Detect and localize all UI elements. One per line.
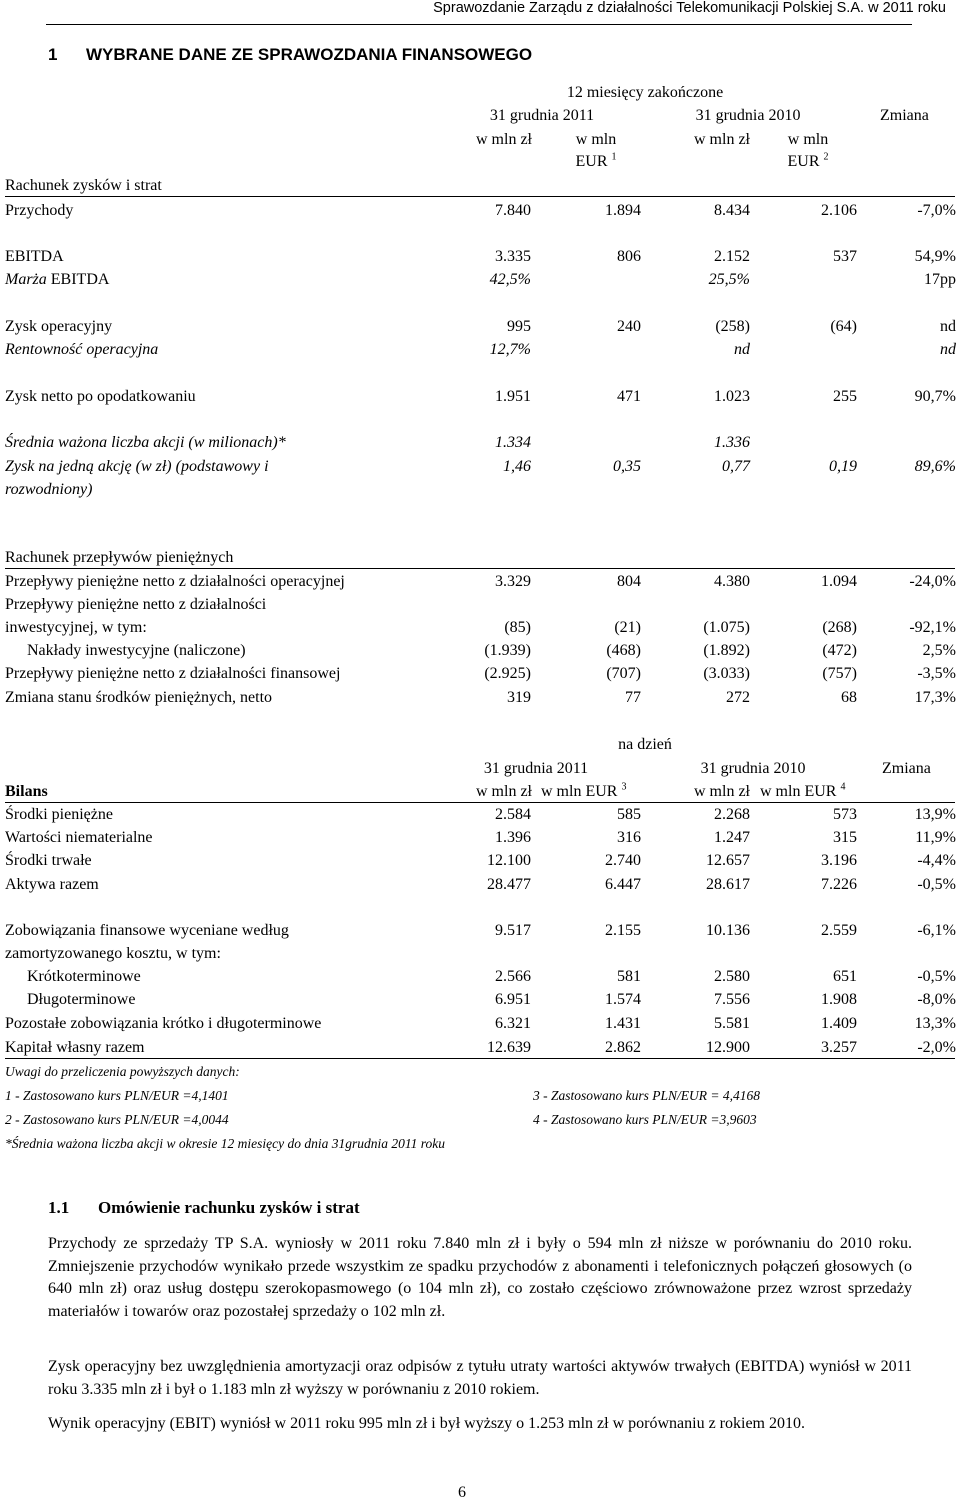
paragraph: Wynik operacyjny (EBIT) wyniósł w 2011 roku 995 mln zł i był wyższy o 1.253 mln zł w porównaniu z rokiem 2010. bbox=[48, 1415, 805, 1432]
cell: (258) bbox=[715, 318, 750, 335]
cell: 1.409 bbox=[821, 1015, 857, 1032]
balance-bottom-rule bbox=[5, 1058, 955, 1059]
cell: (3.033) bbox=[703, 665, 750, 682]
balance-change-header: Zmiana bbox=[882, 760, 931, 777]
cell: 651 bbox=[833, 968, 857, 985]
cell: 0,35 bbox=[613, 458, 641, 475]
row-label: Zysk operacyjny bbox=[5, 318, 113, 335]
cell: 585 bbox=[617, 806, 641, 823]
row-label: Marża EBITDA bbox=[5, 271, 110, 288]
balance-unit-pln-2011: w mln zł bbox=[476, 783, 532, 800]
cell: 12.900 bbox=[706, 1039, 750, 1056]
cell: 10.136 bbox=[706, 922, 750, 939]
cell: 573 bbox=[833, 806, 857, 823]
cell: 581 bbox=[617, 968, 641, 985]
cell: 90,7% bbox=[914, 388, 956, 405]
subsection-title: Omówienie rachunku zysków i strat bbox=[98, 1198, 360, 1217]
footnote: *Średnia ważona liczba akcji w okresie 12 miesięcy do dnia 31grudnia 2011 roku bbox=[5, 1136, 445, 1151]
cell: 995 bbox=[507, 318, 531, 335]
row-label: Środki pieniężne bbox=[5, 806, 113, 823]
cell: 0,77 bbox=[722, 458, 750, 475]
cell: 7.226 bbox=[821, 876, 857, 893]
cell: 12,7% bbox=[489, 341, 531, 358]
row-label: EBITDA bbox=[5, 248, 64, 265]
cell: nd bbox=[940, 318, 956, 335]
cell: 2.580 bbox=[714, 968, 750, 985]
cell: 2.155 bbox=[605, 922, 641, 939]
cell: 2.566 bbox=[495, 968, 531, 985]
cell: 5.581 bbox=[714, 1015, 750, 1032]
cell: 17,3% bbox=[914, 689, 956, 706]
cell: 28.617 bbox=[706, 876, 750, 893]
cell: 2.268 bbox=[714, 806, 750, 823]
row-label: Kapitał własny razem bbox=[5, 1039, 145, 1056]
cell: 7.556 bbox=[714, 991, 750, 1008]
row-label: Rentowność operacyjna bbox=[5, 341, 159, 358]
unit-eur-2011: w mln bbox=[575, 131, 617, 148]
col-2010-header: 31 grudnia 2010 bbox=[695, 107, 801, 124]
header-rule bbox=[46, 24, 912, 25]
cell: -4,4% bbox=[917, 852, 956, 869]
note-2: 2 - Zastosowano kurs PLN/EUR =4,0044 bbox=[5, 1112, 229, 1127]
cell: 13,3% bbox=[914, 1015, 956, 1032]
cell: 1,46 bbox=[503, 458, 531, 475]
cell: 1.908 bbox=[821, 991, 857, 1008]
cell: 3.196 bbox=[821, 852, 857, 869]
cell: 1.247 bbox=[714, 829, 750, 846]
section-number: 1 bbox=[48, 45, 58, 64]
cell: 25,5% bbox=[708, 271, 750, 288]
cell: 3.329 bbox=[495, 573, 531, 590]
cell: 1.023 bbox=[714, 388, 750, 405]
cell: nd bbox=[734, 341, 750, 358]
cell: 9.517 bbox=[495, 922, 531, 939]
row-label: Środki trwałe bbox=[5, 852, 92, 869]
cell: 315 bbox=[833, 829, 857, 846]
row-label: Zysk na jedną akcję (w zł) (podstawowy i bbox=[5, 458, 269, 475]
cell: 471 bbox=[617, 388, 641, 405]
cell: (64) bbox=[830, 318, 857, 335]
cell: (757) bbox=[822, 665, 857, 682]
cell: (468) bbox=[606, 642, 641, 659]
row-label: Zmiana stanu środków pieniężnych, netto bbox=[5, 689, 273, 706]
cell: 4.380 bbox=[714, 573, 750, 590]
row-label: Zobowiązania finansowe wyceniane według bbox=[5, 922, 289, 939]
cell: -92,1% bbox=[909, 619, 956, 636]
unit-pln-2010: w mln zł bbox=[694, 131, 750, 148]
row-label: Zysk netto po opodatkowaniu bbox=[5, 388, 196, 405]
row-label: Przepływy pieniężne netto z działalności finansowej bbox=[5, 665, 341, 682]
cell: 12.639 bbox=[487, 1039, 531, 1056]
pl-section-label: Rachunek zysków i strat bbox=[5, 177, 162, 194]
cell: 537 bbox=[833, 248, 857, 265]
row-label: Długoterminowe bbox=[27, 991, 136, 1008]
cell: 1.894 bbox=[605, 202, 641, 219]
cell: 2.559 bbox=[821, 922, 857, 939]
row-label: Przychody bbox=[5, 202, 74, 219]
cell: 1.334 bbox=[495, 434, 531, 451]
cell: 2,5% bbox=[922, 642, 956, 659]
running-header: Sprawozdanie Zarządu z działalności Telekomunikacji Polskiej S.A. w 2011 roku bbox=[433, 0, 946, 16]
cell: 2.740 bbox=[605, 852, 641, 869]
cell: -3,5% bbox=[917, 665, 956, 682]
row-label: Średnia ważona liczba akcji (w milionach)* bbox=[5, 434, 286, 451]
row-label: Przepływy pieniężne netto z działalności bbox=[5, 596, 267, 613]
cell: 1.094 bbox=[821, 573, 857, 590]
cell: 77 bbox=[625, 689, 641, 706]
cashflow-title: Rachunek przepływów pieniężnych bbox=[5, 549, 234, 566]
subsection-heading bbox=[48, 1198, 360, 1218]
cell: 17pp bbox=[924, 271, 956, 288]
cell: 804 bbox=[617, 573, 641, 590]
row-label: Przepływy pieniężne netto z działalności operacyjnej bbox=[5, 573, 345, 590]
cell: -7,0% bbox=[917, 202, 956, 219]
cell: 316 bbox=[617, 829, 641, 846]
notes-heading: Uwagi do przeliczenia powyższych danych: bbox=[5, 1064, 240, 1079]
cell: nd bbox=[940, 341, 956, 358]
cell: 68 bbox=[841, 689, 857, 706]
balance-title: Bilans bbox=[5, 783, 48, 800]
balance-col-2010: 31 grudnia 2010 bbox=[700, 760, 806, 777]
row-label: Aktywa razem bbox=[5, 876, 99, 893]
cell: (268) bbox=[822, 619, 857, 636]
cell: 3.335 bbox=[495, 248, 531, 265]
row-label: Krótkoterminowe bbox=[27, 968, 141, 985]
balance-rule bbox=[5, 802, 955, 803]
cell: 1.336 bbox=[714, 434, 750, 451]
cell: 1.574 bbox=[605, 991, 641, 1008]
cell: 2.862 bbox=[605, 1039, 641, 1056]
cell: 8.434 bbox=[714, 202, 750, 219]
balance-unit-pln-2010: w mln zł bbox=[694, 783, 750, 800]
cell: (2.925) bbox=[484, 665, 531, 682]
note-1: 1 - Zastosowano kurs PLN/EUR =4,1401 bbox=[5, 1088, 229, 1103]
row-label-cont: rozwodniony) bbox=[5, 481, 93, 498]
cell: 806 bbox=[617, 248, 641, 265]
cell: 7.840 bbox=[495, 202, 531, 219]
cell: -8,0% bbox=[917, 991, 956, 1008]
cell: 6.321 bbox=[495, 1015, 531, 1032]
cell: 0,19 bbox=[829, 458, 857, 475]
cell: 240 bbox=[617, 318, 641, 335]
cell: 54,9% bbox=[914, 248, 956, 265]
cell: 2.584 bbox=[495, 806, 531, 823]
row-label-cont: inwestycyjnej, w tym: bbox=[5, 619, 147, 636]
cell: -0,5% bbox=[917, 876, 956, 893]
table1-rule bbox=[5, 196, 955, 197]
cell: -0,5% bbox=[917, 968, 956, 985]
section-heading bbox=[48, 45, 532, 65]
cell: (707) bbox=[606, 665, 641, 682]
cell: 89,6% bbox=[914, 458, 956, 475]
cell: -24,0% bbox=[909, 573, 956, 590]
subsection-number: 1.1 bbox=[48, 1198, 70, 1217]
cell: 6.447 bbox=[605, 876, 641, 893]
cell: 1.396 bbox=[495, 829, 531, 846]
row-label-cont: zamortyzowanego kosztu, w tym: bbox=[5, 945, 221, 962]
col-2011-header: 31 grudnia 2011 bbox=[489, 107, 595, 124]
cell: 3.257 bbox=[821, 1039, 857, 1056]
cashflow-rule bbox=[5, 568, 955, 569]
paragraph: Przychody ze sprzedaży TP S.A. wyniosły w 2011 roku 7.840 mln zł i były o 594 mln zł niższe w porównaniu do 2010 roku. Zmniejszenie przychodów wynikało przede wszystkim ze spadku przychodów z abonamenti i telefonicznych połączeń głosowych (o 640 mln zł) oraz usług dostępu szerokopasmowego (o 104 mln zł), co zostało częściowo zrównoważone przez wzrost sprzedaży materiałów i towarów oraz pozostałej sprzedaży o 102 mln zł. bbox=[48, 1235, 912, 1320]
cell: -2,0% bbox=[917, 1039, 956, 1056]
cell: 12.657 bbox=[706, 852, 750, 869]
cell: 42,5% bbox=[489, 271, 531, 288]
cell: 13,9% bbox=[914, 806, 956, 823]
row-label: Nakłady inwestycyjne (naliczone) bbox=[27, 642, 246, 659]
unit-eur-2010-b: EUR $^2$ bbox=[787, 151, 829, 170]
balance-unit-eur-2011: w mln EUR $^3$ bbox=[541, 781, 627, 800]
cell: 11,9% bbox=[915, 829, 956, 846]
cell: (1.939) bbox=[484, 642, 531, 659]
cell: 272 bbox=[726, 689, 750, 706]
cell: 12.100 bbox=[487, 852, 531, 869]
cell: -6,1% bbox=[917, 922, 956, 939]
note-3: 3 - Zastosowano kurs PLN/EUR = 4,4168 bbox=[533, 1088, 761, 1103]
page-number: 6 bbox=[458, 1484, 466, 1501]
cell: 255 bbox=[833, 388, 857, 405]
row-label: Wartości niematerialne bbox=[5, 829, 153, 846]
period-header: 12 miesięcy zakończone bbox=[566, 84, 724, 101]
cell: (21) bbox=[614, 619, 641, 636]
cell: (1.892) bbox=[703, 642, 750, 659]
note-4: 4 - Zastosowano kurs PLN/EUR =3,9603 bbox=[533, 1112, 757, 1127]
cell: 2.152 bbox=[714, 248, 750, 265]
balance-unit-eur-2010: w mln EUR $^4$ bbox=[760, 781, 846, 800]
row-label: Pozostałe zobowiązania krótko i długoterminowe bbox=[5, 1015, 322, 1032]
paragraph: Zysk operacyjny bez uwzględnienia amortyzacji oraz odpisów z tytułu utraty wartości aktywów trwałych (EBITDA) wyniósł w 2011 roku 3.335 mln zł i był o 1.183 mln zł wyższy w porównaniu z 2010 rokiem. bbox=[48, 1358, 912, 1398]
cell: (85) bbox=[504, 619, 531, 636]
cell: (472) bbox=[822, 642, 857, 659]
cell: 2.106 bbox=[821, 202, 857, 219]
unit-eur-2010: w mln bbox=[787, 131, 829, 148]
cell: (1.075) bbox=[703, 619, 750, 636]
unit-eur-2011-b: EUR $^1$ bbox=[575, 151, 617, 170]
unit-pln-2011: w mln zł bbox=[476, 131, 532, 148]
as-of-header: na dzień bbox=[618, 736, 672, 753]
change-header: Zmiana bbox=[880, 107, 929, 124]
cell: 28.477 bbox=[487, 876, 531, 893]
balance-col-2011: 31 grudnia 2011 bbox=[483, 760, 589, 777]
cell: 1.431 bbox=[605, 1015, 641, 1032]
cell: 6.951 bbox=[495, 991, 531, 1008]
cell: 1.951 bbox=[495, 388, 531, 405]
section-title: WYBRANE DANE ZE SPRAWOZDANIA FINANSOWEGO bbox=[86, 45, 533, 64]
cell: 319 bbox=[507, 689, 531, 706]
